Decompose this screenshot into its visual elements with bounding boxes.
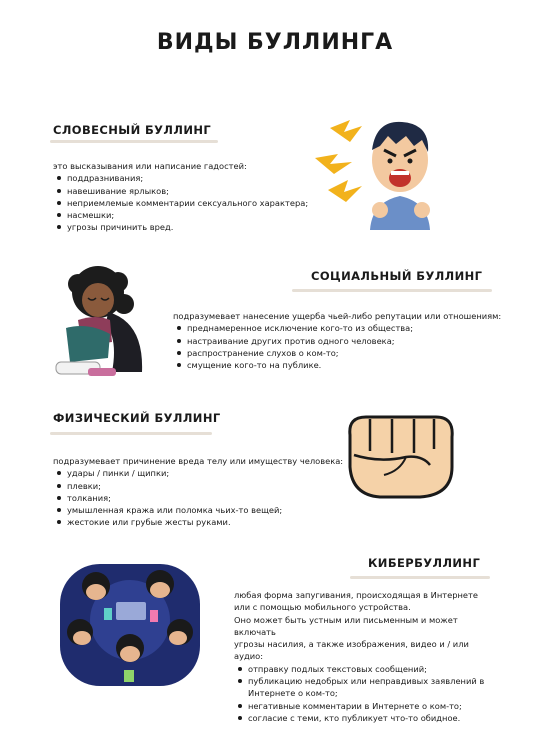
bullet-list xyxy=(53,467,353,528)
list-item: согласие с теми, кто публикует что-то обидное. xyxy=(234,712,494,724)
list-item: жестокие или грубые жесты руками. xyxy=(53,516,353,528)
list-item: умышленная кража или поломка чьих-то вещей; xyxy=(53,504,353,516)
section-heading-social: СОЦИАЛЬНЫЙ БУЛЛИНГ xyxy=(311,269,483,283)
list-item: негативные комментарии в Интернете о ком-то; xyxy=(234,700,494,712)
list-item: плевки; xyxy=(53,480,353,492)
section-body-social xyxy=(173,310,513,371)
fist-illustration xyxy=(340,405,460,505)
heading-underline xyxy=(50,140,218,143)
section-body-verbal xyxy=(53,160,323,234)
section-intro-line: или с помощью мобильного устройства. xyxy=(234,602,411,613)
bullet-list xyxy=(234,663,494,724)
bullet-list xyxy=(173,322,513,371)
section-body-cyber xyxy=(234,589,494,724)
heading-underline xyxy=(350,576,490,579)
list-item: насмешки; xyxy=(53,209,323,221)
list-item: настраивание других против одного человека; xyxy=(173,335,513,347)
list-item: неприемлемые комментарии сексуального характера; xyxy=(53,197,323,209)
shouting-boy-illustration xyxy=(310,110,445,230)
section-body-physical xyxy=(53,455,353,529)
heading-underline xyxy=(292,289,492,292)
list-item: смущение кого-то на публике. xyxy=(173,359,513,371)
list-item: поддразнивания; xyxy=(53,172,323,184)
crying-girl-illustration xyxy=(48,262,158,382)
heading-underline xyxy=(50,432,212,435)
list-item: публикацию недобрых или неправдивых заявлений в Интернете о ком-то; xyxy=(234,675,494,700)
section-intro-line: любая форма запугивания, происходящая в Интернете xyxy=(234,590,478,600)
list-item: толкания; xyxy=(53,492,353,504)
list-item: навешивание ярлыков; xyxy=(53,185,323,197)
list-item: отправку подлых текстовых сообщений; xyxy=(234,663,494,675)
list-item: преднамеренное исключение кого-то из общества; xyxy=(173,322,513,334)
section-intro-line: Оно может быть устным или письменным и может включать xyxy=(234,614,458,637)
section-heading-cyber: КИБЕРБУЛЛИНГ xyxy=(368,556,481,570)
list-item: угрозы причинить вред. xyxy=(53,221,323,233)
list-item: удары / пинки / щипки; xyxy=(53,467,353,479)
bullet-list xyxy=(53,172,323,233)
section-intro: подразумевает причинение вреда телу или имуществу человека: xyxy=(53,456,344,466)
page-title: ВИДЫ БУЛЛИНГА xyxy=(156,30,394,55)
group-with-phones-illustration xyxy=(60,560,200,688)
section-heading-physical: ФИЗИЧЕСКИЙ БУЛЛИНГ xyxy=(53,411,221,425)
section-intro: подразумевает нанесение ущерба чьей-либо репутации или отношениям: xyxy=(173,311,502,321)
section-heading-verbal: СЛОВЕСНЫЙ БУЛЛИНГ xyxy=(53,123,212,137)
list-item: распространение слухов о ком-то; xyxy=(173,347,513,359)
section-intro-line: угрозы насилия, а также изображения, видео и / или аудио: xyxy=(234,639,469,662)
section-intro: это высказывания или написание гадостей: xyxy=(53,161,247,171)
